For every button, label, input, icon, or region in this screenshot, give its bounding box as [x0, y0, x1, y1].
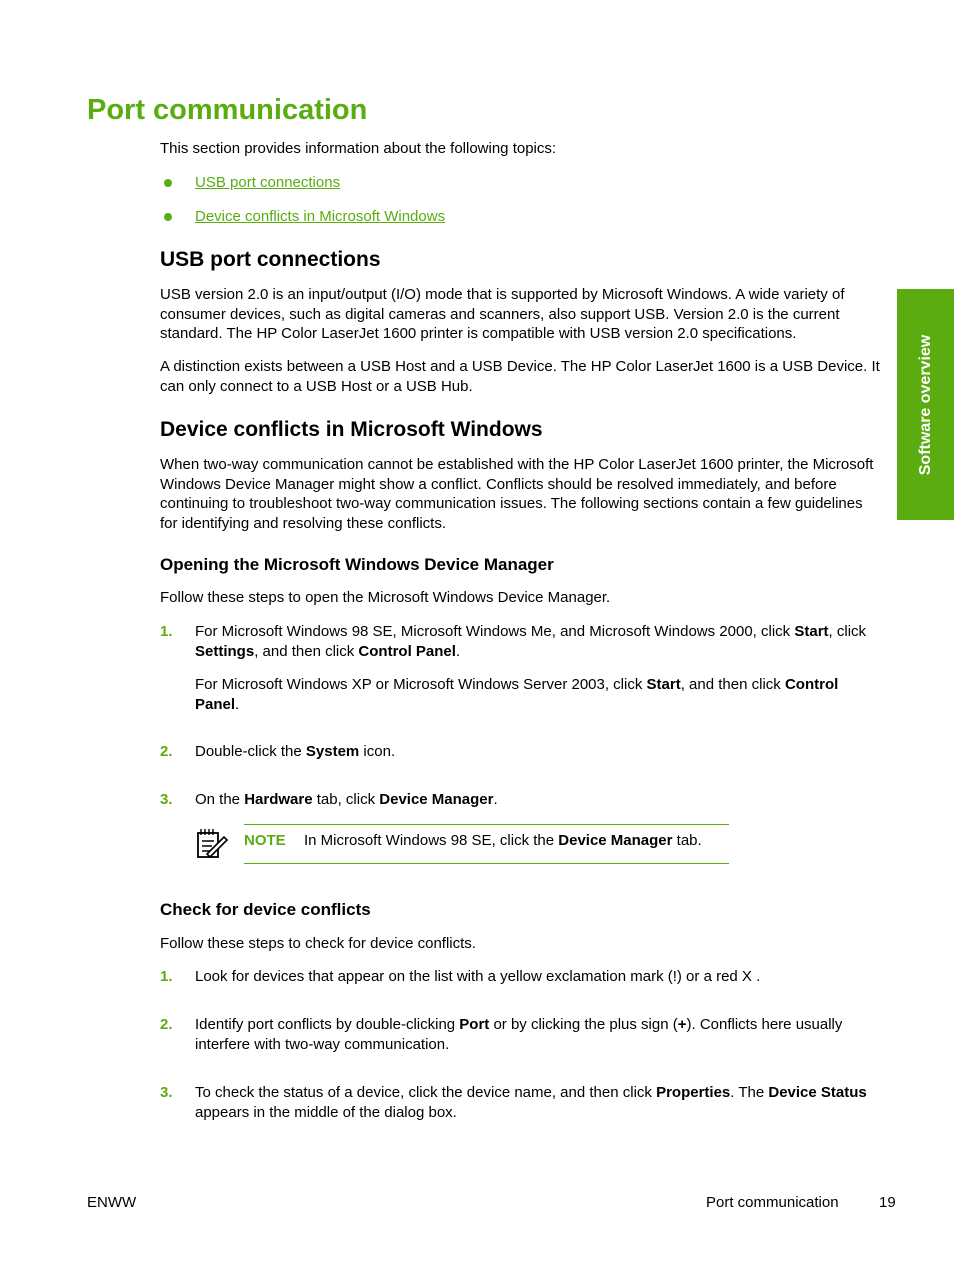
page-title: Port communication [87, 94, 368, 126]
usb-paragraph-2: A distinction exists between a USB Host and a USB Device. The HP Color LaserJet 1600 is a USB Device. It can only connect to a USB Host or a USB Hub. [160, 358, 880, 395]
opening-intro: Follow these steps to open the Microsoft Windows Device Manager. [160, 589, 611, 606]
check-step-1: Look for devices that appear on the list with a yellow exclamation mark (!) or a red X . [195, 968, 761, 985]
conflicts-paragraph: When two-way communication cannot be established with the HP Color LaserJet 1600 printer, the Microsoft Windows Device Manager might show a conflict. Conflicts should be resolved immediately, and before continuing to troubleshoot two-way communication issues. The following sections contain a few guidelines for identifying and resolving these conflicts. [160, 456, 874, 532]
side-tab-label: Software overview [916, 334, 934, 475]
note-label: NOTE [244, 832, 286, 849]
step-number: 1. [160, 968, 173, 985]
opening-step-1: For Microsoft Windows 98 SE, Microsoft Windows Me, and Microsoft Windows 2000, click Start, click Settings, and then click Control Panel. [195, 623, 867, 660]
opening-step-1-continued: For Microsoft Windows XP or Microsoft Windows Server 2003, click Start, and then click Control Panel. [195, 676, 839, 713]
step-number: 3. [160, 791, 173, 808]
usb-paragraph-1: USB version 2.0 is an input/output (I/O) mode that is supported by Microsoft Windows. A wide variety of consumer devices, such as digital cameras and scanners, also support USB. Version 2.0 is the current standard. The HP Color LaserJet 1600 printer is compatible with USB version 2.0 specifications. [160, 286, 845, 342]
note-icon [195, 826, 229, 860]
footer-left: ENWW [87, 1194, 137, 1211]
opening-heading: Opening the Microsoft Windows Device Manager [160, 555, 554, 574]
conflicts-heading: Device conflicts in Microsoft Windows [160, 418, 543, 441]
step-number: 2. [160, 743, 173, 760]
opening-step-2: Double-click the System icon. [195, 743, 396, 760]
usb-heading: USB port connections [160, 248, 381, 271]
note-top-rule [244, 824, 729, 825]
check-step-3: To check the status of a device, click the device name, and then click Properties. The Device Status appears in the middle of the dialog box. [195, 1084, 867, 1121]
intro-text: This section provides information about the following topics: [160, 140, 557, 157]
note-bottom-rule [244, 863, 729, 864]
bullet-icon [164, 213, 172, 221]
link-device-conflicts[interactable]: Device conflicts in Microsoft Windows [195, 208, 446, 225]
side-tab [897, 289, 954, 520]
check-step-2: Identify port conflicts by double-clicking Port or by clicking the plus sign (+). Conflicts here usually interfere with two-way communication. [195, 1016, 843, 1053]
footer-section: Port communication [706, 1194, 839, 1211]
bullet-icon [164, 179, 172, 187]
note-text: In Microsoft Windows 98 SE, click the Device Manager tab. [304, 832, 702, 849]
check-heading: Check for device conflicts [160, 900, 371, 919]
step-number: 3. [160, 1084, 173, 1101]
link-usb-port-connections[interactable]: USB port connections [195, 174, 341, 191]
page-number: 19 [879, 1194, 896, 1211]
opening-step-3: On the Hardware tab, click Device Manager. [195, 791, 498, 808]
check-intro: Follow these steps to check for device conflicts. [160, 935, 476, 952]
step-number: 2. [160, 1016, 173, 1033]
step-number: 1. [160, 623, 173, 640]
